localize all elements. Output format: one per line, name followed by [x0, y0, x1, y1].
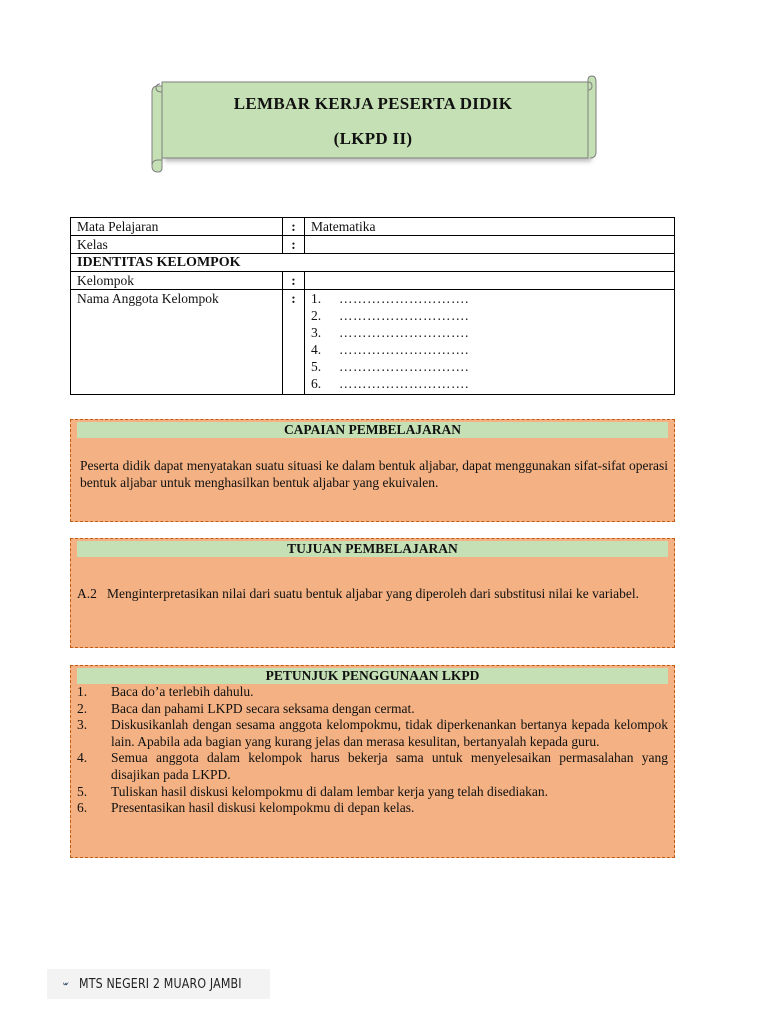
instruction-item: [77, 701, 668, 718]
member-number: 1.: [311, 291, 322, 306]
colon: :: [283, 236, 305, 254]
section-row: [71, 254, 675, 272]
members-row: [71, 290, 675, 395]
learning-objectives-box: [70, 538, 675, 648]
member-number: 6.: [311, 376, 322, 391]
group-label: Kelompok: [71, 272, 283, 290]
members-list: [311, 290, 668, 394]
instruction-number: 1.: [77, 684, 88, 699]
member-blank[interactable]: ……………………….: [339, 359, 469, 374]
instruction-item: [77, 784, 668, 801]
instruction-text: Tuliskan hasil diskusi kelompokmu di dalam lembar kerja yang telah disediakan.: [111, 783, 549, 799]
member-item[interactable]: [311, 341, 668, 358]
class-label: Kelas: [71, 236, 283, 254]
instruction-item: [77, 684, 668, 701]
identity-table: [70, 217, 675, 395]
instruction-item: [77, 717, 668, 750]
member-blank[interactable]: ……………………….: [339, 291, 469, 306]
instruction-text: Diskusikanlah dengan sesama anggota kelompokmu, tidak diperkenankan bertanya kepada kelompok lain. Apabila ada bagian yang kurang jelas dan merasa kesulitan, bertanyalah kepada guru.: [111, 717, 668, 749]
scroll-banner-icon: [148, 74, 598, 174]
member-item[interactable]: [311, 375, 668, 392]
member-number: 2.: [311, 308, 322, 323]
subject-row: [71, 218, 675, 236]
instruction-text: Presentasikan hasil diskusi kelompokmu di depan kelas.: [111, 800, 415, 816]
school-name: MTS NEGERI 2 MUARO JAMBI: [78, 976, 242, 992]
class-row: [71, 236, 675, 254]
subject-label: Mata Pelajaran: [71, 218, 283, 236]
instruction-number: 5.: [77, 783, 88, 799]
learning-objectives-heading: TUJUAN PEMBELAJARAN: [77, 541, 668, 557]
colon: :: [283, 290, 305, 395]
member-number: 4.: [311, 342, 322, 357]
school-logo-icon: [63, 975, 69, 993]
instruction-number: 4.: [77, 750, 88, 766]
instruction-item: [77, 800, 668, 817]
member-item[interactable]: [311, 358, 668, 375]
member-blank[interactable]: ……………………….: [339, 342, 469, 357]
member-item[interactable]: [311, 290, 668, 307]
subject-value[interactable]: Matematika: [305, 218, 675, 236]
objective-text: Menginterpretasikan nilai dari suatu bentuk aljabar yang diperoleh dari substitusi nilai ke variabel.: [107, 586, 639, 601]
member-blank[interactable]: ……………………….: [339, 308, 469, 323]
member-number: 5.: [311, 359, 322, 374]
footer: [47, 969, 270, 999]
class-value-field[interactable]: [305, 236, 675, 254]
instructions-heading: PETUNJUK PENGGUNAAN LKPD: [77, 668, 668, 684]
objective-code: A.2: [77, 586, 97, 601]
worksheet-title: LEMBAR KERJA PESERTA DIDIK: [233, 94, 513, 113]
member-item[interactable]: [311, 307, 668, 324]
member-number: 3.: [311, 325, 322, 340]
instruction-text: Semua anggota dalam kelompok harus bekerja sama untuk menyelesaikan permasalahan yang disajikan pada LKPD.: [111, 750, 668, 782]
learning-outcomes-box: [70, 419, 675, 522]
instruction-text: Baca do’a terlebih dahulu.: [111, 684, 254, 699]
colon: :: [283, 272, 305, 290]
member-blank[interactable]: ……………………….: [339, 376, 469, 391]
member-item[interactable]: [311, 324, 668, 341]
member-blank[interactable]: ……………………….: [339, 325, 469, 340]
instruction-text: Baca dan pahami LKPD secara seksama dengan cermat.: [111, 700, 415, 716]
worksheet-subtitle: (LKPD II): [333, 129, 413, 148]
instruction-item: [77, 750, 668, 783]
members-list-cell: [305, 290, 675, 395]
instruction-number: 2.: [77, 700, 88, 716]
instructions-list: [77, 684, 668, 817]
learning-outcomes-text: Peserta didik dapat menyatakan suatu situasi ke dalam bentuk aljabar, dapat menggunakan sifat-sifat operasi bentuk aljabar untuk menghasilkan bentuk aljabar yang ekuivalen.: [80, 458, 668, 490]
group-row: [71, 272, 675, 290]
group-identity-heading: IDENTITAS KELOMPOK: [71, 254, 675, 272]
members-label: Nama Anggota Kelompok: [71, 290, 283, 395]
instructions-box: [70, 665, 675, 858]
learning-objective-item: [77, 585, 666, 602]
title-banner: [148, 74, 598, 174]
instruction-number: 6.: [77, 800, 88, 816]
learning-outcomes-heading: CAPAIAN PEMBELAJARAN: [77, 422, 668, 438]
colon: :: [283, 218, 305, 236]
instruction-number: 3.: [77, 717, 88, 733]
group-value-field[interactable]: [305, 272, 675, 290]
